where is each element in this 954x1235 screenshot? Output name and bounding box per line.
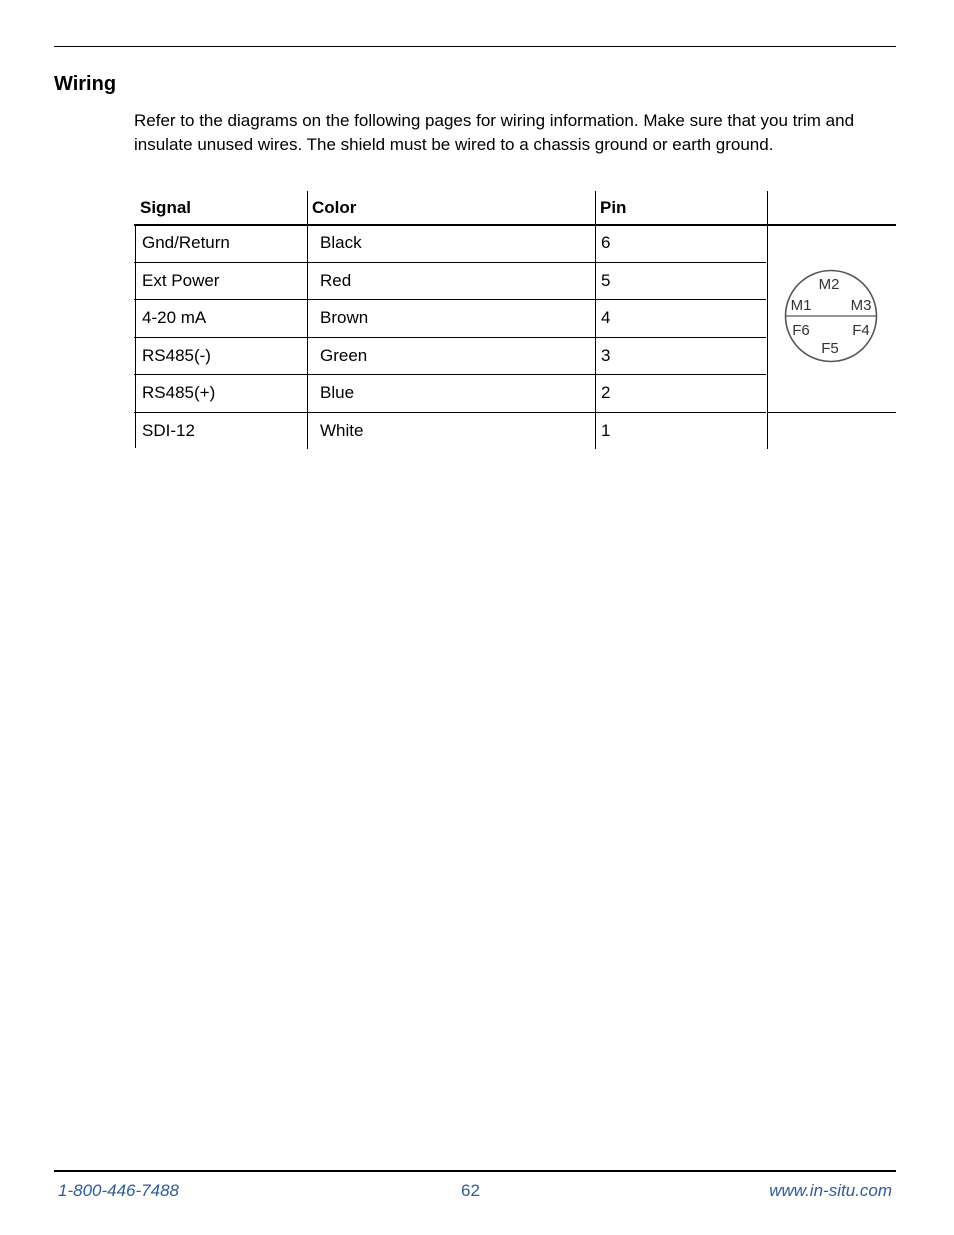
header-pin: Pin: [600, 198, 627, 217]
footer-rule: [54, 1170, 896, 1172]
footer-page-number: 62: [461, 1181, 480, 1200]
pin-label-f5: F5: [821, 340, 839, 357]
cell-signal: SDI-12: [142, 420, 195, 440]
header-signal: Signal: [140, 198, 192, 217]
table-row: [134, 338, 766, 376]
cell-color: Blue: [320, 383, 355, 403]
cell-pin: 1: [601, 420, 611, 440]
cell-color: Green: [320, 345, 368, 365]
pin-label-m2: M2: [818, 276, 840, 293]
footer-phone: 1-800-446-7488: [58, 1181, 179, 1200]
pin-label-f4: F4: [852, 322, 870, 339]
column-divider-3: [767, 191, 768, 449]
intro-paragraph: Refer to the diagrams on the following pages for wiring information. Make sure that you trim and insulate unused wires. The shield must be wired to a chassis ground or earth ground.: [134, 111, 855, 154]
table-row: [134, 375, 766, 413]
picture-cell-bottom-rule: [767, 412, 896, 413]
cell-color: Brown: [320, 308, 369, 328]
footer-website-link[interactable]: www.in-situ.com: [769, 1181, 892, 1200]
cell-signal: Gnd/Return: [142, 233, 230, 253]
connector-pinout-diagram: [782, 268, 880, 364]
table-row: [134, 225, 766, 263]
cell-signal: RS485(-): [142, 345, 211, 365]
header-rule: [54, 46, 896, 47]
cell-color: Black: [320, 233, 362, 253]
cell-pin: 6: [601, 233, 611, 253]
cell-pin: 2: [601, 383, 611, 403]
table-row: [134, 263, 766, 301]
pin-label-m1: M1: [790, 297, 812, 314]
cell-signal: Ext Power: [142, 270, 220, 290]
cell-color: White: [320, 420, 364, 440]
cell-signal: 4-20 mA: [142, 308, 207, 328]
pin-label-f6: F6: [792, 322, 810, 339]
cell-pin: 5: [601, 270, 611, 290]
cell-color: Red: [320, 270, 352, 290]
table-row: [134, 300, 766, 338]
cell-pin: 3: [601, 345, 611, 365]
pin-label-m3: M3: [850, 297, 872, 314]
header-color: Color: [312, 198, 357, 217]
cell-pin: 4: [601, 308, 611, 328]
section-title: Wiring: [54, 73, 117, 95]
cell-signal: RS485(+): [142, 383, 216, 403]
table-row: [134, 412, 766, 450]
